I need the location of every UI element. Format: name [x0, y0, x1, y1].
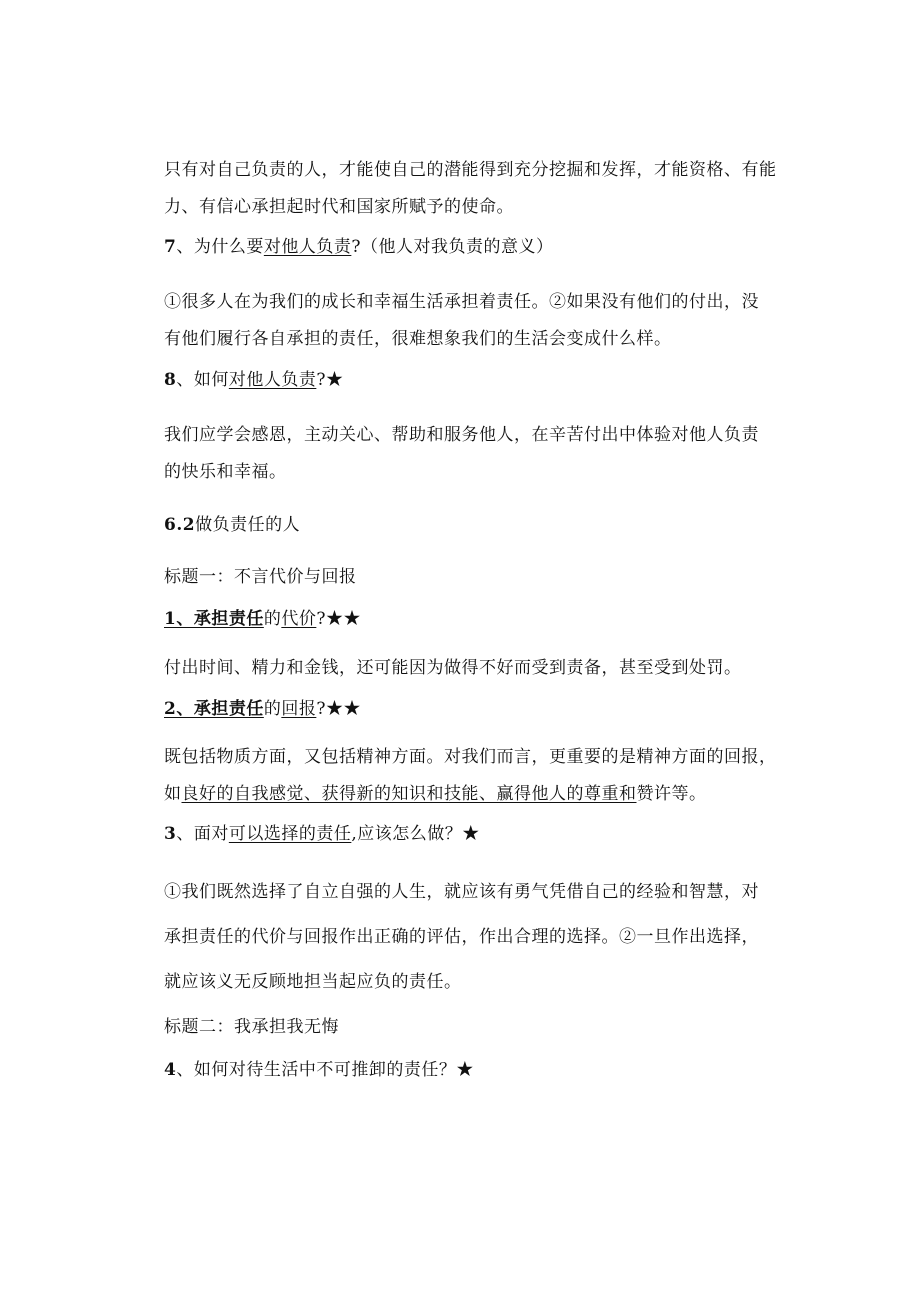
question-4	[164, 1059, 474, 1081]
question-number: 7	[164, 237, 177, 257]
underlined-keyword: 可以选择的责任	[228, 824, 352, 844]
underlined-keyword: 1、承担责任	[164, 609, 264, 629]
answer-line: 就应该义无反顾地担当起应负的责任。	[164, 972, 462, 992]
question-2	[164, 698, 361, 720]
question-text: ?★★	[316, 609, 361, 629]
question-8	[164, 369, 343, 391]
answer-text: 赞许等。	[636, 784, 707, 804]
underlined-keyword: 对他人负责	[263, 237, 352, 257]
question-text: 的	[263, 609, 282, 629]
question-text: 、如何对待生活中不可推卸的责任？★	[176, 1060, 474, 1080]
answer-line: ①很多人在为我们的成长和幸福生活承担着责任。②如果没有他们的付出，没	[164, 292, 759, 312]
question-text: ?★	[316, 370, 344, 390]
question-number: 3	[164, 824, 177, 844]
question-number: 8	[164, 370, 177, 390]
subheading-2: 标题二：我承担我无悔	[164, 1017, 339, 1037]
section-title: 做负责任的人	[195, 515, 301, 535]
underlined-keyword: 良好的自我感觉、获得新的知识和技能、赢得他人的尊重和	[181, 784, 637, 804]
question-text: ,应该怎么做？★	[351, 824, 480, 844]
answer-line: 我们应学会感恩，主动关心、帮助和服务他人，在辛苦付出中体验对他人负责	[164, 425, 759, 445]
question-1	[164, 608, 361, 630]
paragraph-line: 力、有信心承担起时代和国家所赋予的使命。	[164, 197, 514, 217]
answer-line	[164, 783, 707, 805]
answer-line: 的快乐和幸福。	[164, 462, 287, 482]
answer-line: ①我们既然选择了自立自强的人生，就应该有勇气凭借自己的经验和智慧，对	[164, 882, 759, 902]
question-text: 、如何	[176, 370, 229, 390]
underlined-keyword: 回报	[281, 699, 317, 719]
answer-line: 有他们履行各自承担的责任，很难想象我们的生活会变成什么样。	[164, 329, 672, 349]
answer-line: 既包括物质方面，又包括精神方面。对我们而言，更重要的是精神方面的回报，	[164, 747, 777, 767]
underlined-keyword: 对他人负责	[228, 370, 317, 390]
question-3	[164, 823, 480, 845]
question-7	[164, 236, 553, 258]
underlined-keyword: 代价	[281, 609, 317, 629]
underlined-keyword: 2、承担责任	[164, 699, 264, 719]
paragraph-line: 只有对自己负责的人，才能使自己的潜能得到充分挖掘和发挥，才能资格、有能	[164, 160, 777, 180]
answer-line: 承担责任的代价与回报作出正确的评估，作出合理的选择。②一旦作出选择，	[164, 927, 759, 947]
question-text: 、为什么要	[176, 237, 264, 257]
question-text: 、面对	[176, 824, 229, 844]
question-text: 的	[263, 699, 282, 719]
answer-text: 如	[164, 784, 182, 804]
section-number: 6.2	[164, 515, 196, 535]
question-number: 4	[164, 1060, 177, 1080]
question-text: ?（他人对我负责的意义）	[351, 237, 554, 257]
question-text: ?★★	[316, 699, 361, 719]
subheading-1: 标题一：不言代价与回报	[164, 567, 357, 587]
answer-line: 付出时间、精力和金钱，还可能因为做得不好而受到责备，甚至受到处罚。	[164, 658, 742, 678]
section-heading	[164, 514, 300, 536]
